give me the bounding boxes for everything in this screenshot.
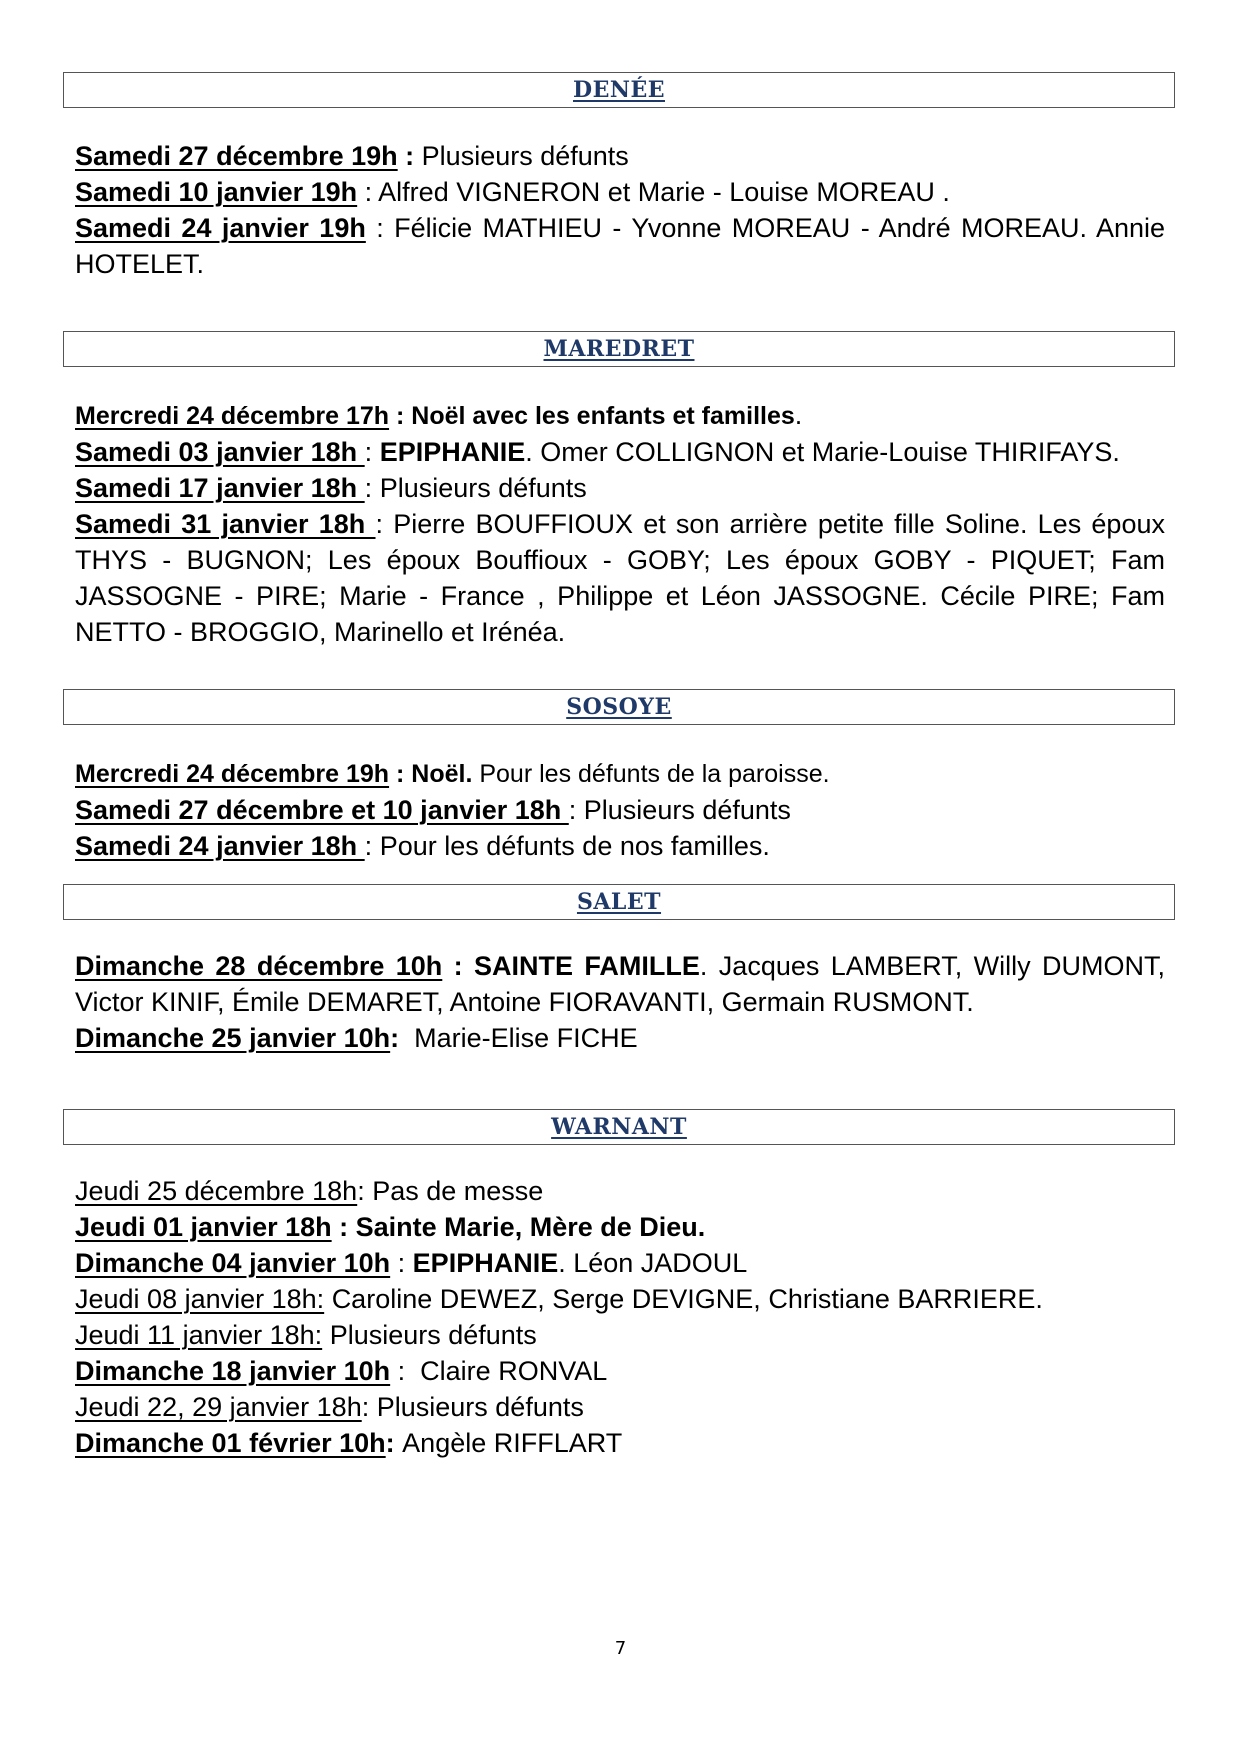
entry-date: Dimanche 28 décembre 10h	[75, 951, 443, 981]
entry-date: Jeudi 01 janvier 18h	[75, 1212, 332, 1242]
section-header-maredret	[63, 331, 1175, 367]
entry-date: Dimanche 18 janvier 10h	[75, 1356, 391, 1386]
entry-date: Samedi 17 janvier 18h	[75, 473, 365, 503]
entry-feast: Noël.	[411, 760, 473, 788]
mass-entry	[75, 828, 1165, 864]
entry-intentions: . Omer COLLIGNON et Marie-Louise THIRIFAYS.	[525, 437, 1120, 467]
entry-separator: :	[357, 177, 379, 207]
section-entries-sosoye	[75, 755, 1165, 864]
mass-entry	[75, 755, 1165, 792]
section-title: SOSOYE	[566, 694, 672, 720]
mass-entry	[75, 1209, 1165, 1245]
mass-entry	[75, 434, 1165, 470]
entry-feast: EPIPHANIE	[379, 437, 526, 467]
section-title: DENÉE	[573, 77, 665, 103]
mass-entry	[75, 1317, 1165, 1353]
entry-separator: :	[375, 509, 394, 539]
entry-intentions: Plusieurs défunts	[583, 795, 791, 825]
mass-entry	[75, 1425, 1165, 1461]
mass-entry	[75, 1245, 1165, 1281]
entry-separator: :	[390, 1356, 421, 1386]
mass-entry	[75, 1173, 1165, 1209]
entry-date: Dimanche 04 janvier 10h	[75, 1248, 391, 1278]
entry-feast: Noël avec les enfants et familles	[411, 402, 795, 430]
entry-separator: :	[397, 141, 422, 171]
entry-intentions: .	[794, 400, 803, 430]
entry-date: Samedi 03 janvier 18h	[75, 437, 365, 467]
mass-entry	[75, 1281, 1165, 1317]
mass-entry	[75, 506, 1165, 650]
entry-separator: :	[364, 831, 380, 861]
entry-intentions: Plusieurs défunts	[329, 1320, 537, 1350]
mass-entry	[75, 210, 1165, 282]
entry-separator: :	[385, 1428, 403, 1458]
entry-separator: :	[442, 951, 475, 981]
entry-intentions: Plusieurs défunts	[421, 141, 629, 171]
mass-entry	[75, 1389, 1165, 1425]
entry-feast: SAINTE FAMILLE	[474, 951, 700, 981]
entry-intentions: Claire RONVAL	[420, 1356, 608, 1386]
entry-separator: :	[364, 437, 380, 467]
mass-entry	[75, 174, 1165, 210]
entry-intentions: Angèle RIFFLART	[402, 1428, 623, 1458]
entry-intentions: . Jacques LAMBERT, Willy DUMONT, Victor KINIF, Émile DEMARET, Antoine FIORAVANTI, Germain RUSMONT.	[75, 951, 1166, 1017]
section-header-salet	[63, 884, 1175, 920]
section-title: WARNANT	[551, 1114, 687, 1140]
entry-date: Dimanche 01 février 10h	[75, 1428, 386, 1458]
entry-feast: Sainte Marie, Mère de Dieu.	[355, 1212, 706, 1242]
section-title: SALET	[576, 889, 662, 915]
section-entries-salet	[75, 948, 1165, 1056]
page-number: 7	[614, 1638, 627, 1659]
entry-separator: :	[364, 473, 380, 503]
entry-separator: :	[331, 1212, 356, 1242]
mass-entry	[75, 1353, 1165, 1389]
entry-separator	[322, 1320, 330, 1350]
entry-date: Mercredi 24 décembre 17h	[75, 402, 390, 430]
mass-entry	[75, 948, 1165, 1020]
entry-separator: :	[361, 1392, 377, 1422]
entry-separator: :	[357, 1176, 373, 1206]
entry-date: Samedi 27 décembre 19h	[75, 141, 398, 171]
entry-intentions: Pierre BOUFFIOUX et son arrière petite fille Soline. Les époux THYS - BUGNON; Les époux Bouffioux - GOBY; Les époux GOBY - PIQUET; Fam JASSOGNE - PIRE; Marie - France , Philippe et Léon JASSOGNE. Cécile PIRE; Fam NETTO - BROGGIO, Marinello et Irénéa.	[75, 509, 1165, 647]
entry-date: Jeudi 25 décembre 18h	[75, 1176, 358, 1206]
section-entries-warnant	[75, 1173, 1165, 1461]
entry-intentions: Félicie MATHIEU - Yvonne MOREAU - André MOREAU. Annie HOTELET.	[75, 213, 1165, 279]
section-header-sosoye	[63, 689, 1175, 725]
entry-separator: :	[389, 402, 412, 430]
entry-date: Dimanche 25 janvier 10h	[75, 1023, 391, 1053]
entry-intentions: Alfred VIGNERON et Marie - Louise MOREAU .	[378, 177, 950, 207]
entry-date: Jeudi 08 janvier 18h:	[75, 1284, 325, 1314]
mass-entry	[75, 138, 1165, 174]
section-entries-denee	[75, 138, 1165, 282]
mass-entry	[75, 397, 1165, 434]
entry-intentions: Pour les défunts de nos familles.	[379, 831, 770, 861]
entry-intentions: Pas de messe	[372, 1176, 544, 1206]
entry-intentions: Marie-Elise FICHE	[414, 1023, 638, 1053]
entry-date: Samedi 31 janvier 18h	[75, 509, 376, 539]
entry-date: Mercredi 24 décembre 19h	[75, 760, 390, 788]
section-title: MAREDRET	[543, 336, 695, 362]
entry-separator: :	[568, 795, 584, 825]
entry-separator: :	[390, 1023, 415, 1053]
entry-intentions: Plusieurs défunts	[379, 473, 587, 503]
entry-intentions: Caroline DEWEZ, Serge DEVIGNE, Christiane BARRIERE.	[331, 1284, 1043, 1314]
section-header-warnant	[63, 1109, 1175, 1145]
mass-entry	[75, 1020, 1165, 1056]
section-header-denee	[63, 72, 1175, 108]
entry-separator: :	[389, 760, 412, 788]
mass-entry	[75, 470, 1165, 506]
entry-separator	[324, 1284, 332, 1314]
entry-feast: EPIPHANIE	[412, 1248, 559, 1278]
section-entries-maredret	[75, 397, 1165, 650]
entry-date: Samedi 24 janvier 19h	[75, 213, 366, 243]
entry-separator: :	[365, 213, 395, 243]
entry-date: Jeudi 22, 29 janvier 18h	[75, 1392, 362, 1422]
entry-separator: :	[390, 1248, 413, 1278]
entry-date: Samedi 24 janvier 18h	[75, 831, 365, 861]
entry-intentions: . Léon JADOUL	[558, 1248, 748, 1278]
entry-date: Jeudi 11 janvier 18h:	[75, 1320, 323, 1350]
mass-entry	[75, 792, 1165, 828]
entry-date: Samedi 27 décembre et 10 janvier 18h	[75, 795, 569, 825]
entry-date: Samedi 10 janvier 19h	[75, 177, 358, 207]
entry-intentions: Plusieurs défunts	[376, 1392, 584, 1422]
entry-intentions: Pour les défunts de la paroisse.	[472, 760, 830, 788]
